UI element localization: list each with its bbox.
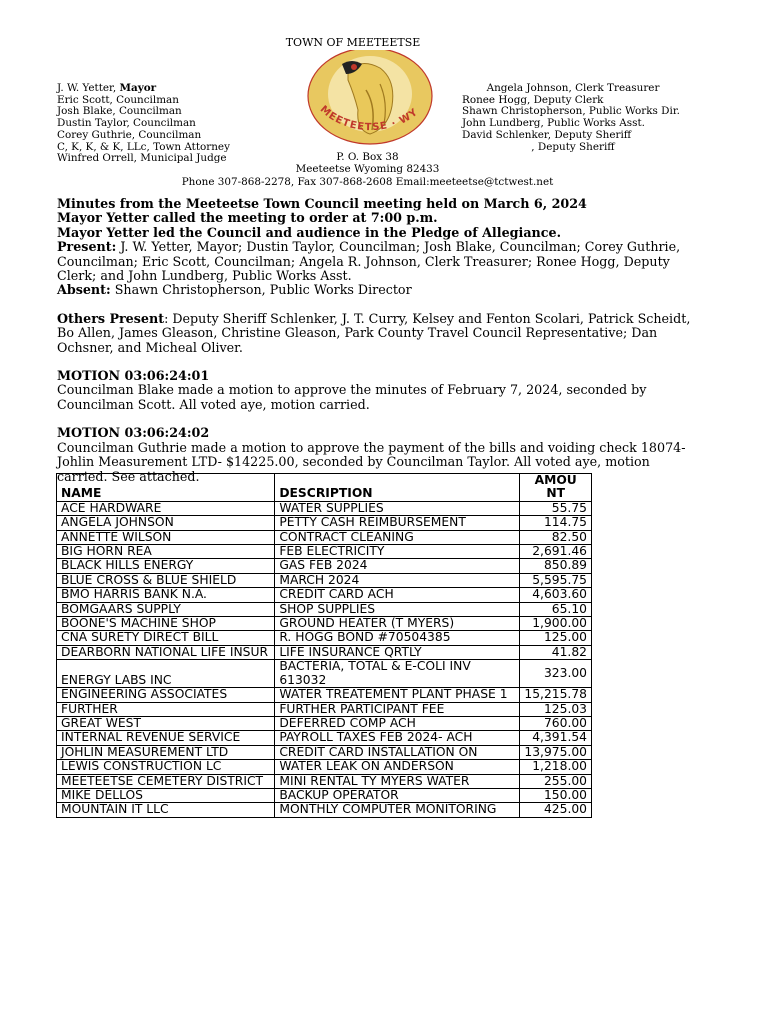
present-paragraph: [57, 240, 697, 283]
table-row: [57, 516, 592, 530]
header-amount: AMOU NT: [520, 474, 592, 502]
name-cell: BMO HARRIS BANK N.A.: [57, 588, 275, 602]
name-cell: BLUE CROSS & BLUE SHIELD: [57, 573, 275, 587]
table-header-row: [57, 474, 592, 502]
amount-cell: 323.00: [520, 660, 592, 688]
amount-cell: 1,900.00: [520, 617, 592, 631]
table-row: [57, 602, 592, 616]
others-paragraph: [57, 312, 697, 355]
description-cell: SHOP SUPPLIES: [275, 602, 520, 616]
right-official: Shawn Christopherson, Public Works Dir.: [462, 105, 680, 118]
table-row: [57, 530, 592, 544]
name-cell: MIKE DELLOS: [57, 788, 275, 802]
amount-cell: 4,391.54: [520, 731, 592, 745]
left-official: Eric Scott, Councilman: [57, 93, 179, 106]
address-contact: Phone 307-868-2278, Fax 307-868-2608 Email:meeteetse@tctwest.net: [181, 175, 554, 188]
table-row: [57, 660, 592, 688]
name-cell: ENGINEERING ASSOCIATES: [57, 688, 275, 702]
amount-cell: 125.03: [520, 702, 592, 716]
description-cell: BACTERIA, TOTAL & E-COLI INV 613032: [275, 660, 520, 688]
right-official: David Schlenker, Deputy Sheriff: [462, 128, 632, 141]
call-to-order: Mayor Yetter called the meeting to order at 7:00 p.m.: [57, 210, 438, 226]
name-cell: BLACK HILLS ENERGY: [57, 559, 275, 573]
description-cell: GROUND HEATER (T MYERS): [275, 617, 520, 631]
description-cell: MONTHLY COMPUTER MONITORING: [275, 803, 520, 817]
right-official: Angela Johnson, Clerk Treasurer: [486, 82, 660, 94]
right-officials-list: [462, 83, 684, 153]
motion-text: Councilman Blake made a motion to approve the minutes of February 7, 2024, seconded by Councilman Scott. All voted aye, motion carried.: [57, 382, 647, 412]
description-cell: WATER LEAK ON ANDERSON: [275, 760, 520, 774]
left-official: Josh Blake, Councilman: [57, 105, 182, 118]
town-title: TOWN OF MEETEETSE: [285, 36, 421, 49]
amount-cell: 150.00: [520, 788, 592, 802]
amount-cell: 850.89: [520, 559, 592, 573]
description-cell: WATER SUPPLIES: [275, 501, 520, 515]
amount-cell: 2,691.46: [520, 545, 592, 559]
amount-cell: 5,595.75: [520, 573, 592, 587]
name-cell: MEETEETSE CEMETERY DISTRICT: [57, 774, 275, 788]
amount-cell: 1,218.00: [520, 760, 592, 774]
name-cell: ACE HARDWARE: [57, 501, 275, 515]
left-official: Winfred Orrell, Municipal Judge: [57, 152, 227, 165]
header-description: DESCRIPTION: [275, 474, 520, 502]
address-city: Meeteetse Wyoming 82433: [295, 163, 440, 176]
present-text: J. W. Yetter, Mayor; Dustin Taylor, Councilman; Josh Blake, Councilman; Corey Guthrie, Councilman; Eric Scott, Councilman; Angela R. Johnson, Clerk Treasurer; Ronee Hogg, Deputy Clerk; and John Lundberg, Public Works Asst.: [57, 239, 681, 284]
table-row: [57, 688, 592, 702]
description-cell: PAYROLL TAXES FEB 2024- ACH: [275, 731, 520, 745]
left-official: J. W. Yetter, Mayor: [57, 82, 157, 94]
description-cell: CONTRACT CLEANING: [275, 530, 520, 544]
amount-cell: 55.75: [520, 501, 592, 515]
amount-cell: 4,603.60: [520, 588, 592, 602]
motion-text: Councilman Guthrie made a motion to approve the payment of the bills and voiding check 18074- Johlin Measurement LTD- $14225.00, seconded by Councilman Taylor. All voted aye, motion carried. See attached.: [57, 439, 686, 484]
table-row: [57, 760, 592, 774]
left-official: Dustin Taylor, Councilman: [57, 117, 196, 130]
table-row: [57, 745, 592, 759]
description-cell: CREDIT CARD ACH: [275, 588, 520, 602]
name-cell: DEARBORN NATIONAL LIFE INSUR: [57, 645, 275, 659]
description-cell: WATER TREATEMENT PLANT PHASE 1: [275, 688, 520, 702]
description-cell: PETTY CASH REIMBURSEMENT: [275, 516, 520, 530]
name-cell: BIG HORN REA: [57, 545, 275, 559]
header-name: NAME: [57, 474, 275, 502]
absent-paragraph: [57, 283, 697, 297]
amount-cell: 15,215.78: [520, 688, 592, 702]
description-cell: R. HOGG BOND #70504385: [275, 631, 520, 645]
amount-cell: 65.10: [520, 602, 592, 616]
right-official: , Deputy Sheriff: [531, 140, 615, 153]
town-seal-logo: [296, 50, 444, 160]
amount-cell: 125.00: [520, 631, 592, 645]
description-cell: MINI RENTAL TY MYERS WATER: [275, 774, 520, 788]
right-official: Ronee Hogg, Deputy Clerk: [462, 93, 604, 106]
table-row: [57, 545, 592, 559]
name-cell: FURTHER: [57, 702, 275, 716]
name-cell: ANNETTE WILSON: [57, 530, 275, 544]
address-block: [0, 151, 735, 188]
table-row: [57, 631, 592, 645]
right-official: John Lundberg, Public Works Asst.: [462, 117, 645, 130]
description-cell: DEFERRED COMP ACH: [275, 716, 520, 730]
minutes-body: [57, 197, 697, 484]
name-cell: ENERGY LABS INC: [57, 660, 275, 688]
name-cell: BOMGAARS SUPPLY: [57, 602, 275, 616]
pledge-line: Mayor Yetter led the Council and audience in the Pledge of Allegiance.: [57, 224, 561, 240]
table-row: [57, 501, 592, 515]
table-row: [57, 588, 592, 602]
table-row: [57, 702, 592, 716]
table-row: [57, 645, 592, 659]
amount-cell: 255.00: [520, 774, 592, 788]
others-label: Others Present: [57, 310, 165, 326]
name-cell: JOHLIN MEASUREMENT LTD: [57, 745, 275, 759]
description-cell: GAS FEB 2024: [275, 559, 520, 573]
name-cell: INTERNAL REVENUE SERVICE: [57, 731, 275, 745]
others-text: : Deputy Sheriff Schlenker, J. T. Curry, Kelsey and Fenton Scolari, Patrick Scheidt, Bo Allen, James Gleason, Christine Gleason, Park County Travel Council Representative; Dan Ochsner, and Micheal Oliver.: [57, 310, 691, 355]
name-cell: LEWIS CONSTRUCTION LC: [57, 760, 275, 774]
absent-label: Absent:: [57, 282, 111, 298]
seal-text: MEETEETSE · WY: [317, 103, 421, 134]
name-cell: CNA SURETY DIRECT BILL: [57, 631, 275, 645]
description-cell: FURTHER PARTICIPANT FEE: [275, 702, 520, 716]
amount-cell: 13,975.00: [520, 745, 592, 759]
amount-cell: 760.00: [520, 716, 592, 730]
table-row: [57, 803, 592, 817]
table-row: [57, 573, 592, 587]
amount-cell: 425.00: [520, 803, 592, 817]
table-row: [57, 559, 592, 573]
table-row: [57, 617, 592, 631]
motion-title: MOTION 03:06:24:02: [57, 425, 210, 441]
name-cell: MOUNTAIN IT LLC: [57, 803, 275, 817]
amount-cell: 114.75: [520, 516, 592, 530]
name-cell: ANGELA JOHNSON: [57, 516, 275, 530]
amount-cell: 82.50: [520, 530, 592, 544]
table-row: [57, 731, 592, 745]
name-cell: GREAT WEST: [57, 716, 275, 730]
name-cell: BOONE'S MACHINE SHOP: [57, 617, 275, 631]
description-cell: LIFE INSURANCE QRTLY: [275, 645, 520, 659]
address-po-box: P. O. Box 38: [336, 151, 399, 163]
description-cell: BACKUP OPERATOR: [275, 788, 520, 802]
left-official: Corey Guthrie, Councilman: [57, 128, 202, 141]
minutes-heading: Minutes from the Meeteetse Town Council meeting held on March 6, 2024: [57, 196, 587, 211]
description-cell: MARCH 2024: [275, 573, 520, 587]
description-cell: CREDIT CARD INSTALLATION ON: [275, 745, 520, 759]
present-label: Present:: [57, 239, 117, 255]
motion-title: MOTION 03:06:24:01: [57, 368, 210, 384]
table-row: [57, 774, 592, 788]
absent-text: Shawn Christopherson, Public Works Director: [110, 282, 412, 298]
amount-cell: 41.82: [520, 645, 592, 659]
bills-table: [56, 473, 592, 818]
left-official: C, K, K, & K, LLc, Town Attorney: [57, 140, 230, 153]
description-cell: FEB ELECTRICITY: [275, 545, 520, 559]
table-row: [57, 788, 592, 802]
table-row: [57, 716, 592, 730]
